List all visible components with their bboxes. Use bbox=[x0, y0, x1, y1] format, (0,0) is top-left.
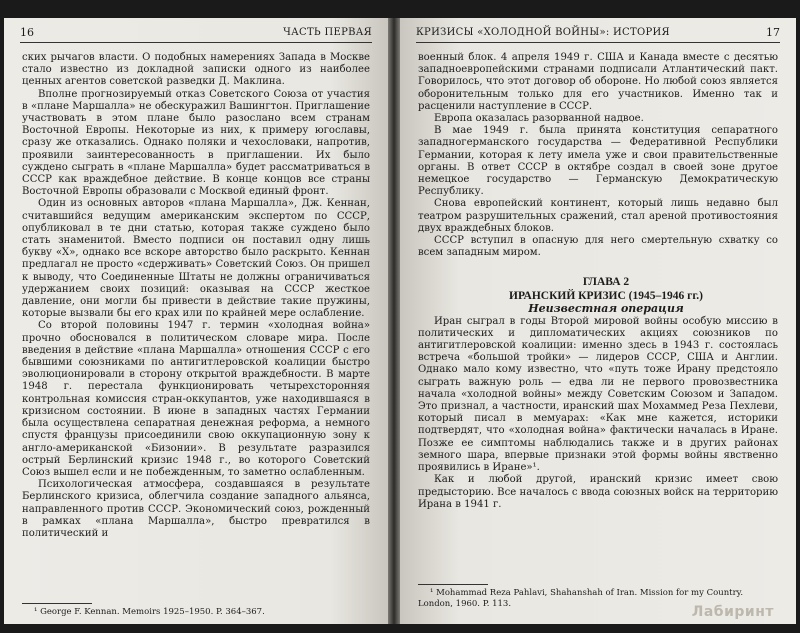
book-gutter bbox=[388, 18, 400, 624]
left-body-text bbox=[22, 52, 370, 540]
running-head: КРИЗИСЫ «ХОЛОДНОЙ ВОЙНЫ»: ИСТОРИЯ bbox=[416, 27, 670, 38]
chapter-subtitle: ИРАНСКИЙ КРИЗИС (1945–1946 гг.) bbox=[509, 290, 703, 303]
watermark-logo: Лабиринт bbox=[691, 604, 774, 620]
running-head: ЧАСТЬ ПЕРВАЯ bbox=[283, 27, 372, 38]
paragraph: Со второй половины 1947 г. термин «холодная война» прочно обосновался в политическом словаре мира. После введения в действие «плана Маршалла» отношения СССР с его бывшими союзниками по антигитлеровской коалиции быстро эволюционировали в сторону открытой враждебности. В марте 1948 г. перестала функционировать четырехсторонняя контрольная комиссия стран-оккупантов, уже находившаяся в кризисном состоянии. В июне в западных частях Германии была осуществлена сепаратная денежная реформа, а немного спустя французы присоединили свою оккупационную зону к англо-американской «Бизонии». В результате разразился острый Берлинский кризис 1948 г., во которого Советский Союз вышел если и не побежденным, то заметно ослабленным. bbox=[22, 320, 370, 478]
footnote-rule bbox=[418, 584, 488, 585]
paragraph: Европа оказалась разорванной надвое. bbox=[434, 113, 644, 125]
left-page bbox=[4, 18, 388, 624]
chapter-title: ГЛАВА 2 bbox=[582, 276, 630, 289]
paragraph: военный блок. 4 апреля 1949 г. США и Канада вместе с десятью западноевропейскими странами подписали Атлантический пакт. Говорилось, что этот договор об обороне. Но любой союз является оборонительным только для его участников. Именно так и расценили наступление в СССР. bbox=[418, 52, 778, 112]
footnote-text: ¹ Mohammad Reza Pahlavi, Shahanshah of Iran. Mission for my Country. London, 1960. P. 113. bbox=[418, 588, 744, 609]
paragraph: Как и любой другой, иранский кризис имеет свою предысторию. Все началось с ввода союзных войск на территорию Ирана в 1941 г. bbox=[418, 474, 778, 510]
paragraph: Вполне прогнозируемый отказ Советского Союза от участия в «плане Маршалла» не обескуражил Вашингтон. Приглашение участвовать в этом плане было разослано всем странам Восточной Европы. Некоторые из них, к примеру югославы, сразу же отказались. Однако поляки и чехословаки, напротив, проявили заинтересованность в приглашении. Их было суждено сыграть в «плане Маршалла» будет рассматриваться в СССР как враждебное действие. В конце концов все страны Восточной Европы образовали с Москвой единый фронт. bbox=[22, 88, 370, 198]
paragraph: ских рычагов власти. О подобных намерениях Запада в Москве стало известно из докладной записки одного из наиболее ценных агентов советской разведки Д. Маклина. bbox=[22, 52, 370, 88]
page-number: 16 bbox=[20, 26, 34, 39]
section-heading: Неизвестная операция bbox=[528, 302, 684, 316]
left-page-header bbox=[20, 24, 372, 43]
left-footnote bbox=[22, 603, 370, 618]
paragraph: Иран сыграл в годы Второй мировой войны особую миссию в политических и дипломатических акциях союзников по антигитлеровской коалиции: именно здесь в 1943 г. состоялась встреча «большой тройки» — лидеров СССР, США и Англии. Однако мало кому известно, что «путь тоже Ирану предстояло сыграть важную роль — едва ли не первого провозвестника начала «холодной войны» между Советским Союзом и Западом. Это признал, а частности, иранский шах Мохаммед Реза Пехлеви, который писал в мемуарах: «Как мне кажется, историки подтвердят, что «холодная война» фактически началась в Иране. Позже ее симптомы наблюдались также и в других районах земного шара, впервые признаки этой формы войны явственно проявились в Иране»¹. bbox=[418, 315, 778, 474]
right-body-text bbox=[418, 52, 778, 511]
paragraph: В мае 1949 г. была принята конституция сепаратного западногерманского государства — Федеративной Республики Германии, которая к лету имела уже и свои правительственные органы. В ответ СССР в октябре создал в своей зоне другое немецкое государство — Германскую Демократическую Республику. bbox=[418, 125, 778, 198]
right-page bbox=[400, 18, 796, 624]
page-number: 17 bbox=[766, 26, 780, 39]
paragraph: Психологическая атмосфера, создавшаяся в результате Берлинского кризиса, облегчила создание западного альянса, направленного против СССР. Экономический союз, рожденный в рамках «плана Маршалла», быстро превратился в политический и bbox=[22, 479, 370, 539]
right-page-header bbox=[416, 24, 780, 43]
footnote-text: ¹ George F. Kennan. Memoirs 1925–1950. P. 364–367. bbox=[34, 607, 265, 617]
footnote-rule bbox=[22, 603, 92, 604]
paragraph: Один из основных авторов «плана Маршалла», Дж. Кеннан, считавшийся ведущим американским экспертом по СССР, опубликовал в те дни статью, которая также суждено было стать знаменитой. Вместо подписи он поставил одну лишь букву «Х», однако все вскоре авторство было раскрыто. Кеннан предлагал не просто «сдерживать» Советский Союз. Он пришел к выводу, что Соединенные Штаты не должны ограничиваться удержанием своих позиций: оказывая на СССР жесткое давление, они могли бы привести в действие такие пружины, которые вызвали бы его крах или по крайней мере ослабление. bbox=[22, 198, 370, 320]
paragraph: СССР вступил в опасную для него смертельную схватку со всем западным миром. bbox=[418, 235, 778, 259]
paragraph: Снова европейский континент, который лишь недавно был театром разрушительных сражений, стал ареной противостояния двух враждебных блоков. bbox=[418, 198, 778, 234]
